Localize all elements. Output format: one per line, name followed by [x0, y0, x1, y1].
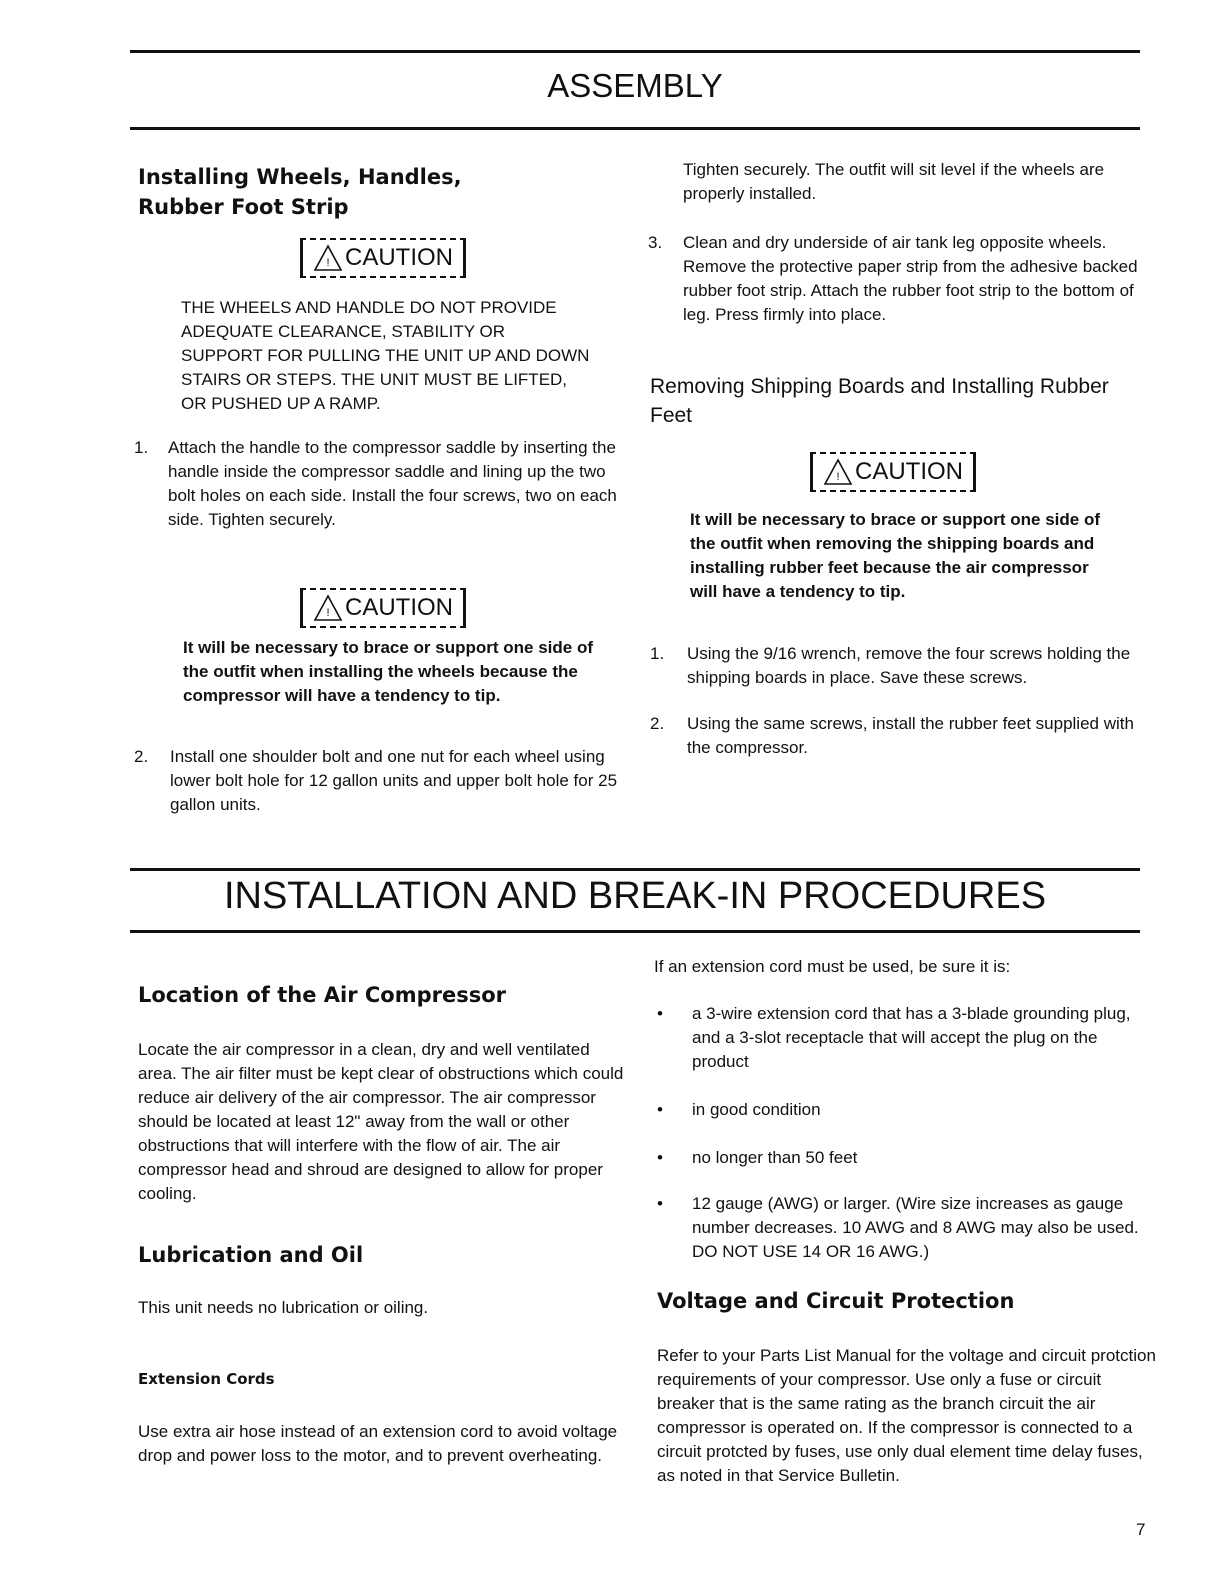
assembly-title: ASSEMBLY [547, 67, 723, 104]
shipping-step-1-num: 1. [650, 644, 665, 663]
svg-text:!: ! [326, 257, 330, 269]
page-number: 7 [1136, 1520, 1146, 1539]
extension-intro: If an extension cord must be used, be sure it is: [654, 957, 1011, 976]
shipping-step-1-text: Using the 9/16 wrench, remove the four screws holding the shipping boards in place. Save these screws. [687, 644, 1131, 687]
bullet-marker: • [657, 1004, 663, 1023]
lubrication-heading: Lubrication and Oil [138, 1243, 364, 1267]
wheels-step-2-text: Install one shoulder bolt and one nut for each wheel using lower bolt hole for 12 gallon units and upper bolt hole for 25 gallon units. [170, 747, 618, 814]
installation-top-rule [130, 868, 1140, 871]
shipping-step-2-text: Using the same screws, install the rubber feet supplied with the compressor. [687, 714, 1134, 757]
installation-title: INSTALLATION AND BREAK-IN PROCEDURES [223, 875, 1047, 917]
rubber-strip-step-3-text: Clean and dry underside of air tank leg opposite wheels. Remove the protective paper strip from the adhesive backed rubber foot strip. Attach the rubber foot strip to the bottom of leg. Press firmly into place. [683, 233, 1138, 324]
wheels-step-1-text: Attach the handle to the compressor saddle by inserting the handle inside the compressor saddle and lining up the two bolt holes on each side. Install the four screws, two on each side. Tighten securely. [168, 438, 617, 529]
caution-text-1: THE WHEELS AND HANDLE DO NOT PROVIDE ADEQUATE CLEARANCE, STABILITY OR SUPPORT FOR PULLING THE UNIT UP AND DOWN STAIRS OR STEPS. THE UNIT MUST BE LIFTED, OR PUSHED UP A RAMP. [181, 298, 590, 413]
shipping-boards-heading: Removing Shipping Boards and Installing Rubber Feet [650, 375, 1109, 427]
caution-label-2: CAUTION [345, 594, 453, 621]
lubrication-text: This unit needs no lubrication or oiling. [138, 1298, 429, 1317]
svg-text:!: ! [836, 471, 840, 483]
voltage-heading: Voltage and Circuit Protection [657, 1289, 1015, 1313]
caution-text-3: It will be necessary to brace or support one side of the outfit when removing the shipping boards and installing rubber feet because the air compressor will have a tendency to tip. [690, 510, 1100, 601]
bullet-marker: • [657, 1100, 663, 1119]
bullet-item: no longer than 50 feet [692, 1148, 858, 1167]
caution-box-2 [300, 588, 466, 628]
location-text: Locate the air compressor in a clean, dry and well ventilated area. The air filter must be kept clear of obstructions which could reduce air delivery of the air compressor. The air compressor should be located at least 12" away from the wall or other obstructions that will interfere with the flow of air. The air compressor head and shroud are designed to allow for proper cooling. [138, 1040, 624, 1203]
wheels-step-1-num: 1. [134, 438, 149, 457]
installation-bottom-rule [130, 930, 1140, 933]
rubber-strip-step-3-num: 3. [648, 233, 663, 252]
bullet-item: 12 gauge (AWG) or larger. (Wire size increases as gauge number decreases. 10 AWG and 8 AWG may also be used. DO NOT USE 14 OR 16 AWG.) [692, 1194, 1139, 1261]
warning-triangle-icon [313, 244, 343, 272]
shipping-step-2-num: 2. [650, 714, 665, 733]
bullet-marker: • [657, 1194, 663, 1213]
location-heading: Location of the Air Compressor [138, 983, 507, 1007]
caution-text-2: It will be necessary to brace or support one side of the outfit when installing the wheels because the compressor will have a tendency to tip. [183, 638, 593, 705]
bullet-item: a 3-wire extension cord that has a 3-blade grounding plug, and a 3-slot receptacle that will accept the plug on the product [692, 1004, 1131, 1071]
assembly-bottom-rule [130, 127, 1140, 130]
warning-triangle-icon [313, 594, 343, 622]
wheels-step-2-num: 2. [134, 747, 149, 766]
caution-label-1: CAUTION [345, 244, 453, 271]
bullet-item: in good condition [692, 1100, 821, 1119]
warning-triangle-icon [823, 458, 853, 486]
bullet-marker: • [657, 1148, 663, 1167]
extension-cords-heading: Extension Cords [138, 1370, 275, 1388]
wheels-continuation: Tighten securely. The outfit will sit level if the wheels are properly installed. [683, 160, 1105, 203]
caution-label-3: CAUTION [855, 458, 963, 485]
assembly-top-rule [130, 50, 1140, 53]
extension-cords-text: Use extra air hose instead of an extension cord to avoid voltage drop and power loss to the motor, and to prevent overheating. [138, 1422, 618, 1465]
caution-box-3 [810, 452, 976, 492]
caution-box-1 [300, 238, 466, 278]
wheels-heading: Installing Wheels, Handles, Rubber Foot Strip [138, 165, 462, 219]
svg-text:!: ! [326, 607, 330, 619]
voltage-text: Refer to your Parts List Manual for the voltage and circuit protction requirements of your compressor. Use only a fuse or circuit breaker that is the same rating as the branch circuit the air compressor is operated on. If the compressor is connected to a circuit protcted by fuses, use only dual element time delay fuses, as noted in that Service Bulletin. [657, 1346, 1156, 1485]
